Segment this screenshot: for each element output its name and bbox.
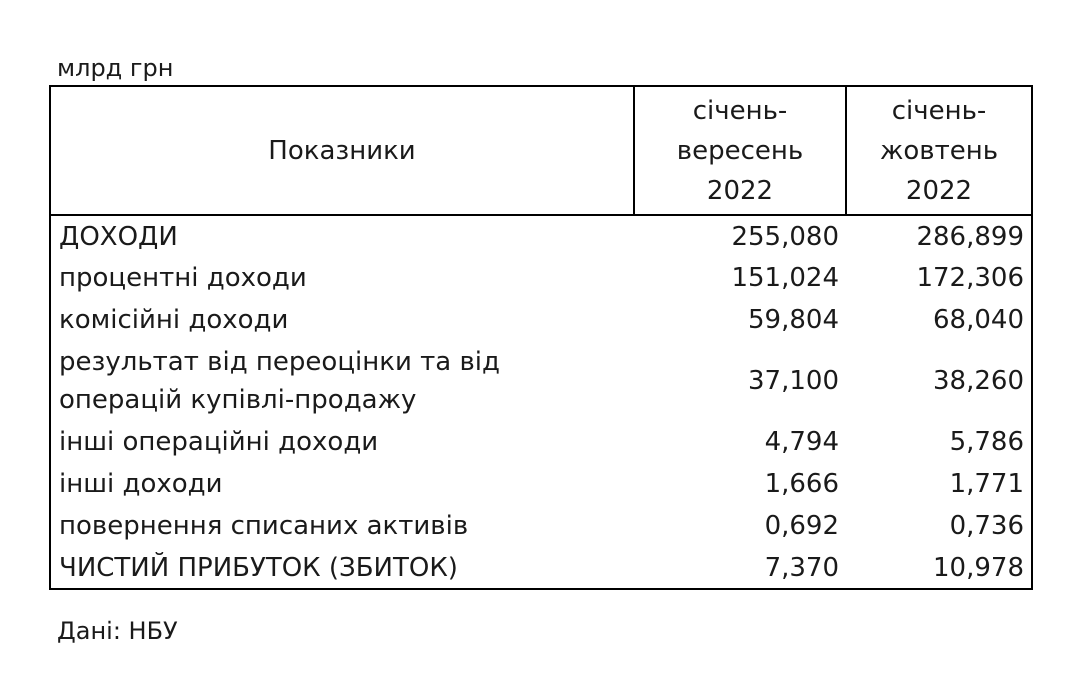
- header-jan-sep-2022: [634, 86, 846, 215]
- row-value-jan-sep: 255,080: [731, 221, 839, 252]
- source-label: Дані: НБУ: [57, 617, 178, 645]
- row-value-jan-oct: 68,040: [846, 299, 1032, 341]
- row-label-interest-income: процентні доходи: [50, 257, 634, 299]
- header-jan-oct-line-1: січень-: [891, 95, 987, 126]
- table-row: [50, 257, 1032, 299]
- table-header-row: [50, 86, 1032, 215]
- header-jan-oct-2022: [846, 86, 1032, 215]
- table-row: [50, 299, 1032, 341]
- row-value-jan-sep: 0,692: [764, 511, 839, 541]
- row-value-jan-sep: 151,024: [731, 263, 839, 293]
- table-row: [50, 341, 1032, 421]
- table-row: [50, 463, 1032, 505]
- header-jan-sep-line-1: січень-: [692, 95, 788, 126]
- row-value-jan-oct: 1,771: [846, 463, 1032, 505]
- row-label-other-operating-income: інші операційні доходи: [50, 421, 634, 463]
- row-value-jan-sep: 7,370: [634, 547, 846, 589]
- row-label-income: ДОХОДИ: [50, 215, 634, 257]
- row-value-jan-oct: 172,306: [846, 257, 1032, 299]
- table-row: [50, 215, 1032, 257]
- row-label-written-off-assets-recovery: повернення списаних активів: [50, 505, 634, 547]
- row-value-jan-oct: 5,786: [846, 421, 1032, 463]
- row-label-net-profit: ЧИСТИЙ ПРИБУТОК (ЗБИТОК): [50, 547, 634, 589]
- header-jan-oct-line-3: 2022: [905, 175, 973, 206]
- row-value-jan-sep: 59,804: [748, 305, 839, 335]
- unit-label: млрд грн: [57, 54, 174, 82]
- row-value-jan-sep: 4,794: [764, 427, 839, 457]
- row-label-other-income: інші доходи: [50, 463, 634, 505]
- header-jan-oct-line-2: жовтень: [879, 135, 999, 166]
- table-row: [50, 421, 1032, 463]
- table-row: [50, 505, 1032, 547]
- header-indicator: Показники: [50, 86, 634, 215]
- row-value-jan-oct: 286,899: [846, 215, 1032, 257]
- row-value-jan-sep: 1,666: [764, 469, 839, 499]
- row-label-commission-income: комісійні доходи: [50, 299, 634, 341]
- row-value-jan-oct: 10,978: [846, 547, 1032, 589]
- row-label-revaluation-result: результат від переоцінки та від операцій купівлі-продажу: [50, 341, 634, 421]
- table-row: [50, 547, 1032, 589]
- bank-financial-results-table: [49, 85, 1033, 590]
- header-jan-sep-line-3: 2022: [706, 175, 774, 206]
- row-value-jan-oct: 0,736: [846, 505, 1032, 547]
- header-jan-sep-line-2: вересень: [676, 135, 804, 166]
- row-value-jan-sep: 37,100: [748, 366, 839, 396]
- row-value-jan-oct: 38,260: [846, 341, 1032, 421]
